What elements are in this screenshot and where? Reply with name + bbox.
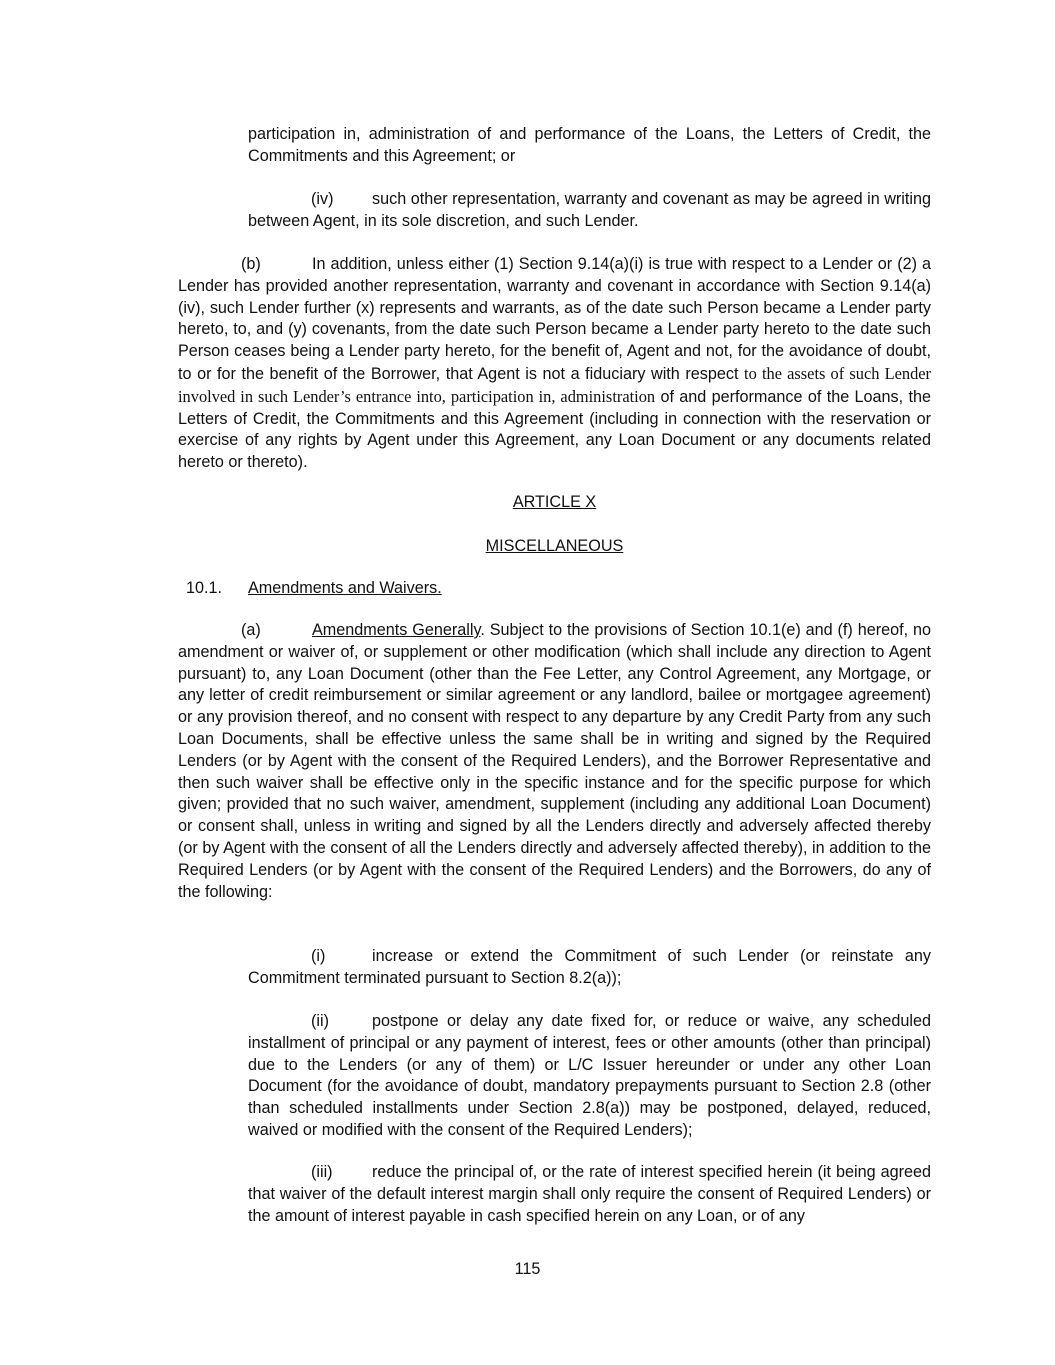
paragraph-text: such other representation, warranty and covenant as may be agreed in writing between Agent, in its sole discretion, and such Lender. xyxy=(248,190,931,230)
article-title xyxy=(178,492,931,514)
clause-label: (iii) xyxy=(311,1163,333,1181)
paragraph-text-serif: to the assets of such Lender involved in such Lender’s entrance into, participation in, administration xyxy=(178,363,931,406)
paragraph-iii xyxy=(248,1162,931,1227)
clause-label: (a) xyxy=(241,621,261,639)
paragraph-ii xyxy=(248,1011,931,1142)
clause-label: (i) xyxy=(311,947,326,965)
paragraph-iv xyxy=(248,189,931,233)
article-title-text: ARTICLE X xyxy=(512,493,597,511)
article-subtitle xyxy=(178,536,931,558)
clause-label: (iv) xyxy=(311,190,334,208)
paragraph-continuation xyxy=(248,124,931,168)
section-number: 10.1. xyxy=(186,579,223,597)
paragraph-heading: Amendments Generally xyxy=(312,621,481,639)
paragraph-text: of and performance of the Loans, the Letters of Credit, the Commitments and this Agreement (including in connection with the reservation or exercise of any rights by Agent under this Agreement, any Loan Document or any documents related hereto or thereto). xyxy=(178,387,931,472)
paragraph-b xyxy=(178,254,931,474)
paragraph-text: increase or extend the Commitment of such Lender (or reinstate any Commitment terminated pursuant to Section 8.2(a)); xyxy=(248,947,931,987)
paragraph-text: postpone or delay any date fixed for, or reduce or waive, any scheduled installment of principal or any payment of interest, fees or other amounts (other than principal) due to the Lenders (or any of them) or L/C Issuer hereunder or under any other Loan Document (for the avoidance of doubt, mandatory prepayments pursuant to Section 2.8 (other than scheduled installments under Section 2.8(a)) may be postponed, delayed, reduced, waived or modified with the consent of the Required Lenders); xyxy=(248,1012,931,1139)
clause-label: (b) xyxy=(241,255,261,273)
paragraph-text: . Subject to the provisions of Section 10.1(e) and (f) hereof, no amendment or waiver of, or supplement or other modification (which shall include any direction to Agent pursuant) to, any Loan Document (other than the Fee Letter, any Control Agreement, any Mortgage, or any letter of credit reimbursement or similar agreement or any landlord, bailee or mortgagee agreement) or any provision thereof, and no consent with respect to any departure by any Credit Party from any such Loan Documents, shall be effective unless the same shall be in writing and signed by the Required Lenders (or by Agent with the consent of the Required Lenders), and the Borrower Representative and then such waiver shall be effective only in the specific instance and for the specific purpose for which given; provided that no such waiver, amendment, supplement (including any additional Loan Document) or consent shall, unless in writing and signed by all the Lenders directly and adversely affected thereby (or by Agent with the consent of all the Lenders directly and adversely affected thereby), in addition to the Required Lenders (or by Agent with the consent of the Required Lenders) and the Borrowers, do any of the following: xyxy=(178,621,931,901)
paragraph-i xyxy=(248,946,931,990)
paragraph-a xyxy=(178,620,931,903)
clause-label: (ii) xyxy=(311,1012,329,1030)
paragraph-text: reduce the principal of, or the rate of interest specified herein (it being agreed that waiver of the default interest margin shall only require the consent of Required Lenders) or the amount of interest payable in cash specified herein on any Loan, or of any xyxy=(248,1163,931,1225)
paragraph-text: participation in, administration of and performance of the Loans, the Letters of Credit, the Commitments and this Agreement; or xyxy=(248,125,931,165)
paragraph-text: In addition, unless either (1) Section 9.14(a)(i) is true with respect to a Lender or (2) a Lender has provided another representation, warranty and covenant in accordance with Section 9.14(a)(iv), such Lender further (x) represents and warrants, as of the date such Person became a Lender party hereto, to, and (y) covenants, from the date such Person became a Lender party hereto to the date such Person ceases being a Lender party hereto, for the benefit of, Agent and not, for the avoidance of doubt, to or for the benefit of the Borrower, that Agent is not a fiduciary with respect xyxy=(178,255,931,383)
article-subtitle-text: MISCELLANEOUS xyxy=(485,537,624,555)
page-number: 115 xyxy=(514,1260,541,1278)
section-heading xyxy=(186,578,442,600)
section-title: Amendments and Waivers. xyxy=(248,579,442,597)
